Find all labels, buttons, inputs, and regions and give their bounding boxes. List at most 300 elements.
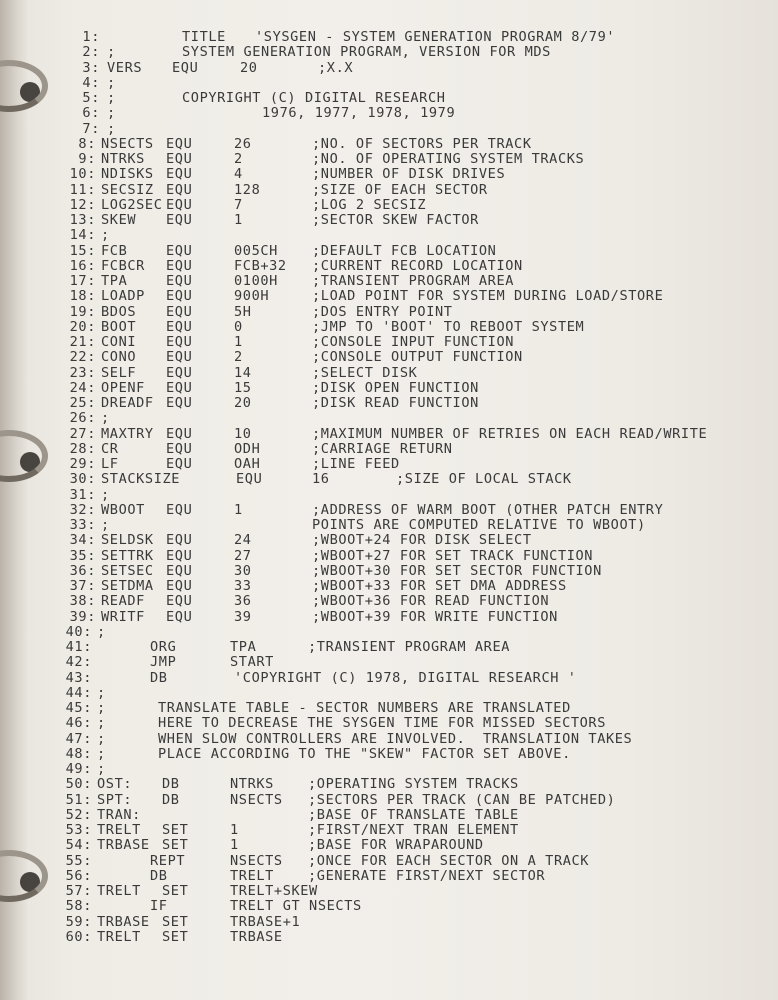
line-number: 39:: [69, 608, 96, 625]
line-opcode: EQU: [166, 242, 193, 259]
line-label: FCB: [101, 242, 128, 259]
line-opcode: EQU: [166, 578, 193, 594]
listing-line: [0, 869, 778, 884]
listing-line: [0, 732, 778, 747]
line-number: 30:: [69, 471, 96, 488]
line-number: 5:: [82, 90, 100, 106]
line-operand: 16: [312, 471, 330, 488]
line-comment: ;SECTORS PER TRACK (CAN BE PATCHED): [308, 791, 616, 808]
line-comment: ;CARRIAGE RETURN: [312, 440, 453, 457]
listing-line: [0, 716, 778, 731]
line-number: 28:: [69, 440, 96, 457]
line-label: LOG2SEC: [101, 196, 163, 213]
line-operand: 10: [234, 425, 252, 442]
line-number: 20:: [69, 318, 96, 335]
line-opcode: EQU: [166, 151, 193, 167]
listing-line: [0, 228, 778, 243]
line-operand: 005CH: [234, 242, 278, 259]
line-opcode: EQU: [166, 379, 193, 396]
line-operand: 0100H: [234, 273, 278, 289]
line-label: ;: [97, 623, 106, 640]
listing-line: [0, 579, 778, 594]
line-operand: 1: [234, 501, 243, 518]
line-comment: ;DOS ENTRY POINT: [312, 303, 453, 320]
line-operand: 39: [234, 608, 252, 625]
line-comment: SYSTEM GENERATION PROGRAM, VERSION FOR MDS: [182, 44, 551, 61]
line-number: 17:: [69, 273, 96, 289]
listing-line: [0, 320, 778, 335]
line-operand: 5H: [234, 303, 252, 320]
line-comment: ;DEFAULT FCB LOCATION: [312, 242, 497, 259]
line-comment: ;DISK OPEN FUNCTION: [312, 379, 479, 396]
listing-line: [0, 488, 778, 503]
line-comment: COPYRIGHT (C) DIGITAL RESEARCH: [182, 90, 446, 106]
line-number: 29:: [69, 456, 96, 472]
line-opcode: EQU: [166, 364, 193, 381]
line-comment: ;TRANSIENT PROGRAM AREA: [308, 639, 511, 655]
line-label: OST:: [97, 776, 133, 793]
listing-line: [0, 594, 778, 609]
listing-line: [0, 930, 778, 945]
line-label: ;: [107, 44, 116, 61]
listing-line: [0, 854, 778, 869]
line-comment: HERE TO DECREASE THE SYSGEN TIME FOR MISSED SECTORS: [158, 715, 606, 732]
listing-line: [0, 106, 778, 121]
line-comment: ;CONSOLE INPUT FUNCTION: [312, 334, 515, 350]
line-operand: 36: [234, 593, 252, 610]
line-label: SETDMA: [101, 578, 154, 594]
line-comment: ;BASE OF TRANSLATE TABLE: [308, 806, 519, 823]
line-number: 7:: [82, 120, 100, 137]
line-label: SPT:: [97, 791, 133, 808]
line-opcode: IF: [150, 898, 168, 915]
line-comment: ;TRANSIENT PROGRAM AREA: [312, 273, 515, 289]
line-opcode: EQU: [166, 257, 193, 274]
line-number: 19:: [69, 303, 96, 320]
line-comment: ;LOAD POINT FOR SYSTEM DURING LOAD/STORE: [312, 288, 664, 305]
line-label: WRITF: [101, 608, 145, 625]
line-comment: ;X.X: [318, 59, 354, 76]
line-operand: 1: [230, 837, 239, 854]
line-label: ;: [107, 120, 116, 137]
line-label: SETSEC: [101, 562, 154, 579]
line-number: 49:: [65, 761, 92, 777]
listing-line: [0, 167, 778, 182]
line-opcode: DB: [162, 791, 180, 808]
line-label: LF: [101, 456, 119, 472]
line-label: ;: [97, 745, 106, 762]
line-comment: 'SYSGEN - SYSTEM GENERATION PROGRAM 8/79': [255, 29, 616, 45]
line-comment: ;BASE FOR WRAPAROUND: [308, 837, 484, 854]
line-label: SECSIZ: [101, 181, 154, 198]
line-operand: NTRKS: [230, 776, 274, 793]
line-number: 24:: [69, 379, 96, 396]
line-number: 58:: [65, 898, 92, 915]
line-operand: 27: [234, 547, 252, 564]
line-opcode: EQU: [166, 288, 193, 305]
listing-line: [0, 213, 778, 228]
line-number: 21:: [69, 334, 96, 350]
line-opcode: EQU: [166, 334, 193, 350]
line-label: ;: [101, 410, 110, 427]
listing-line: [0, 45, 778, 60]
listing-line: [0, 274, 778, 289]
line-number: 33:: [69, 517, 96, 533]
line-number: 16:: [69, 257, 96, 274]
line-opcode: JMP: [150, 654, 177, 671]
line-comment: TRANSLATE TABLE - SECTOR NUMBERS ARE TRANSLATED: [158, 700, 571, 716]
line-opcode: EQU: [166, 608, 193, 625]
line-opcode: EQU: [166, 181, 193, 198]
line-comment: ;LOG 2 SECSIZ: [312, 196, 427, 213]
line-number: 37:: [69, 578, 96, 594]
line-label: VERS: [107, 59, 143, 76]
listing-line: [0, 305, 778, 320]
line-comment: PLACE ACCORDING TO THE "SKEW" FACTOR SET ABOVE.: [158, 745, 571, 762]
line-operand: 2: [234, 349, 243, 366]
listing-line: [0, 61, 778, 76]
line-comment: ;SECTOR SKEW FACTOR: [312, 212, 479, 228]
line-number: 35:: [69, 547, 96, 564]
line-number: 32:: [69, 501, 96, 518]
listing-line: [0, 777, 778, 792]
line-comment: ;FIRST/NEXT TRAN ELEMENT: [308, 822, 519, 838]
line-number: 42:: [65, 654, 92, 671]
listing-line: [0, 655, 778, 670]
listing-line: [0, 747, 778, 762]
listing-line: [0, 442, 778, 457]
line-operand: FCB+32: [234, 257, 287, 274]
line-opcode: EQU: [172, 59, 199, 76]
line-comment: ;WBOOT+36 FOR READ FUNCTION: [312, 593, 550, 610]
line-number: 31:: [69, 486, 96, 503]
line-number: 23:: [69, 364, 96, 381]
line-number: 11:: [69, 181, 96, 198]
line-opcode: SET: [162, 837, 189, 854]
line-operand: 128: [234, 181, 261, 198]
line-label: STACKSIZE: [101, 471, 181, 488]
line-label: TPA: [101, 273, 128, 289]
line-comment: ;SIZE OF EACH SECTOR: [312, 181, 488, 198]
line-number: 3:: [82, 59, 100, 76]
listing-line: [0, 518, 778, 533]
listing-line: [0, 457, 778, 472]
line-comment: ;NO. OF SECTORS PER TRACK: [312, 135, 532, 152]
line-opcode: DB: [150, 867, 168, 884]
line-operand: ODH: [234, 440, 261, 457]
listing-line: [0, 899, 778, 914]
line-number: 59:: [65, 913, 92, 930]
line-comment: 'COPYRIGHT (C) 1978, DIGITAL RESEARCH ': [234, 669, 577, 686]
line-opcode: EQU: [166, 532, 193, 549]
line-label: CR: [101, 440, 119, 457]
listing-line: [0, 76, 778, 91]
line-label: FCBCR: [101, 257, 145, 274]
listing-line: [0, 259, 778, 274]
listing-line: [0, 244, 778, 259]
line-label: SELF: [101, 364, 137, 381]
line-comment: ;SIZE OF LOCAL STACK: [396, 471, 572, 488]
line-number: 44:: [65, 684, 92, 701]
line-label: ;: [107, 105, 116, 122]
listing-line: [0, 640, 778, 655]
line-operand: TRBASE+1: [230, 913, 301, 930]
line-operand: 14: [234, 364, 252, 381]
line-comment: ;JMP TO 'BOOT' TO REBOOT SYSTEM: [312, 318, 585, 335]
listing-line: [0, 838, 778, 853]
listing-line: [0, 30, 778, 45]
line-operand: 2: [234, 151, 243, 167]
line-comment: ;WBOOT+39 FOR WRITE FUNCTION: [312, 608, 558, 625]
line-operand: NSECTS: [230, 791, 283, 808]
line-number: 9:: [78, 151, 96, 167]
line-comment: ;DISK READ FUNCTION: [312, 395, 479, 411]
listing-line: [0, 915, 778, 930]
listing-line: [0, 808, 778, 823]
line-opcode: EQU: [166, 425, 193, 442]
listing-line: [0, 137, 778, 152]
line-number: 22:: [69, 349, 96, 366]
line-opcode: EQU: [166, 273, 193, 289]
listing-line: [0, 152, 778, 167]
line-label: MAXTRY: [101, 425, 154, 442]
line-number: 36:: [69, 562, 96, 579]
line-number: 10:: [69, 166, 96, 183]
line-opcode: EQU: [166, 456, 193, 472]
line-comment: ;GENERATE FIRST/NEXT SECTOR: [308, 867, 546, 884]
line-opcode: EQU: [166, 166, 193, 183]
line-opcode: EQU: [166, 593, 193, 610]
line-comment: ;MAXIMUM NUMBER OF RETRIES ON EACH READ/WRITE: [312, 425, 708, 442]
line-opcode: DB: [150, 669, 168, 686]
line-comment: ;OPERATING SYSTEM TRACKS: [308, 776, 519, 793]
line-number: 52:: [65, 806, 92, 823]
line-label: NSECTS: [101, 135, 154, 152]
line-number: 45:: [65, 700, 92, 716]
line-label: ;: [101, 227, 110, 244]
line-label: LOADP: [101, 288, 145, 305]
line-number: 47:: [65, 730, 92, 747]
listing-line: [0, 762, 778, 777]
line-label: WBOOT: [101, 501, 145, 518]
line-number: 34:: [69, 532, 96, 549]
line-label: ;: [101, 486, 110, 503]
line-number: 8:: [78, 135, 96, 152]
line-number: 40:: [65, 623, 92, 640]
line-operand: 4: [234, 166, 243, 183]
line-operand: 1: [230, 822, 239, 838]
line-opcode: EQU: [236, 471, 263, 488]
listing-line: [0, 564, 778, 579]
listing-line: [0, 671, 778, 686]
line-label: TRELT: [97, 928, 141, 945]
line-number: 2:: [82, 44, 100, 61]
line-label: ;: [97, 700, 106, 716]
line-opcode: SET: [162, 928, 189, 945]
line-number: 6:: [82, 105, 100, 122]
line-comment: ;SELECT DISK: [312, 364, 418, 381]
line-opcode: SET: [162, 913, 189, 930]
line-number: 43:: [65, 669, 92, 686]
line-number: 38:: [69, 593, 96, 610]
line-opcode: EQU: [166, 562, 193, 579]
listing-line: [0, 610, 778, 625]
line-label: BOOT: [101, 318, 137, 335]
line-number: 54:: [65, 837, 92, 854]
listing-line: [0, 472, 778, 487]
line-opcode: TITLE: [182, 29, 226, 45]
line-comment: ;WBOOT+33 FOR SET DMA ADDRESS: [312, 578, 567, 594]
line-operand: 26: [234, 135, 252, 152]
line-label: TRBASE: [97, 837, 150, 854]
line-number: 15:: [69, 242, 96, 259]
line-number: 41:: [65, 639, 92, 655]
line-label: ;: [97, 730, 106, 747]
line-opcode: EQU: [166, 303, 193, 320]
line-comment: ;WBOOT+24 FOR DISK SELECT: [312, 532, 532, 549]
line-operand: TRBASE: [230, 928, 283, 945]
line-comment: ;LINE FEED: [312, 456, 400, 472]
listing-line: [0, 701, 778, 716]
listing-line: [0, 122, 778, 137]
line-opcode: SET: [162, 883, 189, 899]
listing-line: [0, 823, 778, 838]
listing-line: [0, 549, 778, 564]
line-operand: TRELT: [230, 867, 274, 884]
line-number: 14:: [69, 227, 96, 244]
listing-line: [0, 533, 778, 548]
line-number: 53:: [65, 822, 92, 838]
line-operand: START: [230, 654, 274, 671]
line-label: TRAN:: [97, 806, 141, 823]
line-label: SKEW: [101, 212, 137, 228]
line-number: 18:: [69, 288, 96, 305]
line-opcode: EQU: [166, 196, 193, 213]
line-number: 48:: [65, 745, 92, 762]
line-number: 60:: [65, 928, 92, 945]
line-opcode: DB: [162, 776, 180, 793]
line-number: 55:: [65, 852, 92, 869]
line-label: SETTRK: [101, 547, 154, 564]
line-comment: POINTS ARE COMPUTED RELATIVE TO WBOOT): [312, 517, 646, 533]
line-operand: 7: [234, 196, 243, 213]
listing-line: [0, 381, 778, 396]
line-label: TRELT: [97, 883, 141, 899]
line-comment: ;CURRENT RECORD LOCATION: [312, 257, 523, 274]
listing-line: [0, 183, 778, 198]
line-operand: 33: [234, 578, 252, 594]
line-number: 1:: [82, 29, 100, 45]
line-operand: OAH: [234, 456, 261, 472]
line-comment: ;WBOOT+30 FOR SET SECTOR FUNCTION: [312, 562, 602, 579]
line-label: DREADF: [101, 395, 154, 411]
line-comment: 1976, 1977, 1978, 1979: [262, 105, 456, 122]
listing-line: [0, 91, 778, 106]
line-label: READF: [101, 593, 145, 610]
line-number: 26:: [69, 410, 96, 427]
line-opcode: SET: [162, 822, 189, 838]
line-label: ;: [107, 90, 116, 106]
line-operand: 1: [234, 212, 243, 228]
line-label: ;: [101, 517, 110, 533]
line-label: TRBASE: [97, 913, 150, 930]
line-number: 25:: [69, 395, 96, 411]
line-number: 4:: [82, 74, 100, 91]
line-operand: TPA: [230, 639, 257, 655]
line-operand: 1: [234, 334, 243, 350]
line-operand: NSECTS: [230, 852, 283, 869]
line-label: TRELT: [97, 822, 141, 838]
line-comment: ;ONCE FOR EACH SECTOR ON A TRACK: [308, 852, 590, 869]
line-number: 50:: [65, 776, 92, 793]
listing-line: [0, 396, 778, 411]
listing-line: [0, 198, 778, 213]
line-label: SELDSK: [101, 532, 154, 549]
line-opcode: EQU: [166, 440, 193, 457]
listing-line: [0, 289, 778, 304]
listing-line: [0, 366, 778, 381]
line-opcode: ORG: [150, 639, 177, 655]
line-number: 57:: [65, 883, 92, 899]
listing-line: [0, 350, 778, 365]
line-number: 51:: [65, 791, 92, 808]
listing-line: [0, 335, 778, 350]
line-opcode: REPT: [150, 852, 186, 869]
line-opcode: EQU: [166, 135, 193, 152]
line-comment: WHEN SLOW CONTROLLERS ARE INVOLVED. TRANSLATION TAKES: [158, 730, 633, 747]
line-opcode: EQU: [166, 212, 193, 228]
listing-line: [0, 884, 778, 899]
line-operand: 24: [234, 532, 252, 549]
line-operand: 15: [234, 379, 252, 396]
line-number: 46:: [65, 715, 92, 732]
line-opcode: EQU: [166, 547, 193, 564]
line-label: OPENF: [101, 379, 145, 396]
line-comment: ;WBOOT+27 FOR SET TRACK FUNCTION: [312, 547, 594, 564]
line-comment: ;NUMBER OF DISK DRIVES: [312, 166, 506, 183]
line-label: BDOS: [101, 303, 137, 320]
listing-line: [0, 625, 778, 640]
listing-line: [0, 411, 778, 426]
line-number: 27:: [69, 425, 96, 442]
line-operand: TRELT GT NSECTS: [230, 898, 362, 915]
line-label: ;: [107, 74, 116, 91]
line-operand: TRELT+SKEW: [230, 883, 318, 899]
line-opcode: EQU: [166, 395, 193, 411]
line-number: 13:: [69, 212, 96, 228]
line-number: 12:: [69, 196, 96, 213]
listing-line: [0, 793, 778, 808]
line-comment: ;NO. OF OPERATING SYSTEM TRACKS: [312, 151, 585, 167]
line-operand: 20: [240, 59, 258, 76]
line-label: ;: [97, 761, 106, 777]
line-comment: ;CONSOLE OUTPUT FUNCTION: [312, 349, 523, 366]
line-operand: 20: [234, 395, 252, 411]
line-opcode: EQU: [166, 349, 193, 366]
line-opcode: EQU: [166, 501, 193, 518]
line-label: NDISKS: [101, 166, 154, 183]
listing-line: [0, 686, 778, 701]
line-operand: 30: [234, 562, 252, 579]
line-operand: 900H: [234, 288, 270, 305]
line-number: 56:: [65, 867, 92, 884]
line-label: ;: [97, 684, 106, 701]
listing-line: [0, 503, 778, 518]
line-operand: 0: [234, 318, 243, 335]
line-opcode: EQU: [166, 318, 193, 335]
line-label: NTRKS: [101, 151, 145, 167]
line-label: CONI: [101, 334, 137, 350]
